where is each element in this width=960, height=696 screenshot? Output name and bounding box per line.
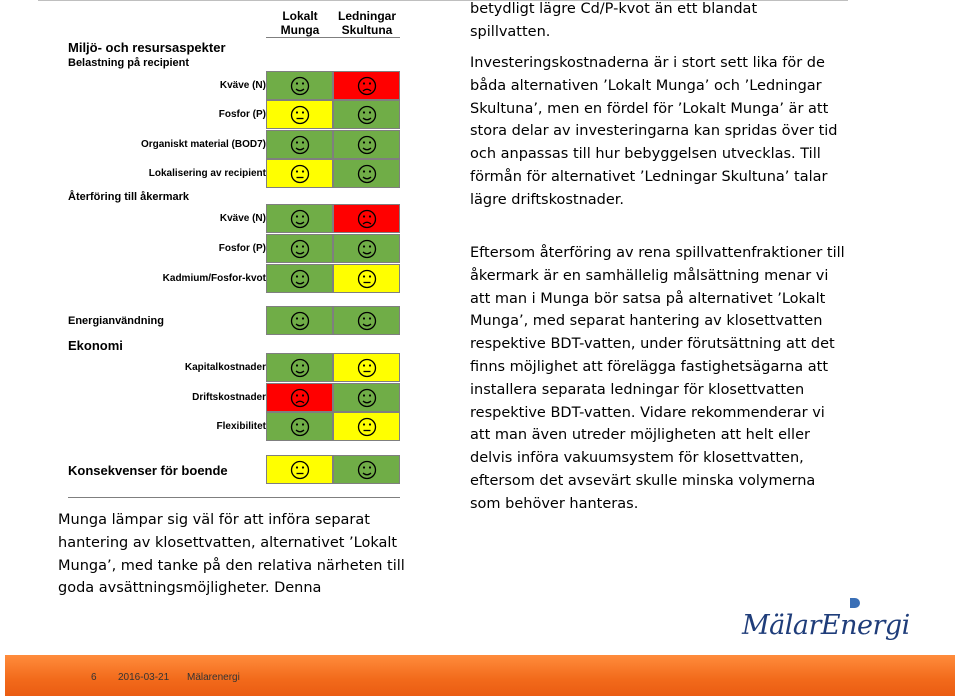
footer-org: Mälarenergi — [187, 672, 240, 683]
assessment-cell — [333, 100, 400, 129]
section-belastning: Belastning på recipient — [68, 57, 190, 69]
neutral-face-icon — [290, 460, 310, 480]
row-label: Kadmium/Fosfor-kvot — [162, 273, 266, 284]
sad-face-icon — [290, 388, 310, 408]
assessment-cell — [266, 455, 333, 484]
happy-face-icon — [357, 239, 377, 259]
happy-face-icon — [290, 269, 310, 289]
row-label: Kapitalkostnader — [184, 362, 266, 373]
row-label: Kväve (N) — [219, 213, 266, 224]
assessment-cell — [266, 71, 333, 100]
header-divider — [266, 37, 400, 38]
right-paragraph-1: Investeringskostnaderna är i stort sett lika för de båda alternativen ’Lokalt Munga’ och ’Ledningar Skultuna’, men en fördel för ’Lokalt Munga’ är att stora delar av investeringarna kan spridas över tid och anpassas till hur bebyggelsen utvecklas. Till förmån för alternativet ’Ledningar Skultuna’ talar lägre driftskostnader. — [470, 55, 838, 208]
happy-face-icon — [290, 417, 310, 437]
assessment-cell — [266, 412, 333, 441]
assessment-cell — [333, 130, 400, 159]
section-konsekvenser: Konsekvenser för boende — [68, 463, 228, 478]
table-bottom-divider — [68, 497, 400, 498]
happy-face-icon — [290, 135, 310, 155]
section-miljo: Miljö- och resursaspekter — [68, 40, 226, 55]
happy-face-icon — [357, 105, 377, 125]
section-aterforing: Återföring till åkermark — [68, 191, 190, 203]
assessment-cell — [333, 306, 400, 335]
assessment-cell — [266, 234, 333, 263]
assessment-cell — [266, 383, 333, 412]
row-label: Driftskostnader — [192, 392, 266, 403]
happy-face-icon — [357, 460, 377, 480]
assessment-cell — [333, 234, 400, 263]
assessment-cell — [333, 71, 400, 100]
assessment-cell — [266, 264, 333, 293]
row-label: Fosfor (P) — [218, 243, 266, 254]
happy-face-icon — [357, 388, 377, 408]
section-energi: Energianvändning — [68, 315, 164, 327]
happy-face-icon — [357, 135, 377, 155]
neutral-face-icon — [357, 358, 377, 378]
assessment-cell — [266, 159, 333, 188]
assessment-cell — [266, 100, 333, 129]
malarenergi-logo — [742, 598, 912, 650]
assessment-cell — [333, 264, 400, 293]
footer-bar — [5, 655, 955, 696]
left-paragraph: Munga lämpar sig väl för att införa separat hantering av klosettvatten, alternativet ’Lokalt Munga’, med tanke på den relativa närheten till goda avsättningsmöjligheter. Denna — [58, 512, 405, 597]
row-label: Organiskt material (BOD7) — [140, 139, 266, 150]
assessment-cell — [333, 412, 400, 441]
section-ekonomi: Ekonomi — [68, 338, 123, 353]
row-label: Lokalisering av recipient — [148, 168, 266, 179]
assessment-cell — [333, 353, 400, 382]
neutral-face-icon — [290, 105, 310, 125]
logo-mark-icon — [850, 598, 860, 608]
right-paragraph-0: betydligt lägre Cd/P-kvot än ett blandat spillvatten. — [470, 1, 758, 40]
logo-text: MälarEnergi — [742, 610, 910, 641]
neutral-face-icon — [357, 269, 377, 289]
row-label: Flexibilitet — [216, 421, 266, 432]
assessment-cell — [266, 204, 333, 233]
page-number: 6 — [91, 672, 97, 683]
assessment-cell — [266, 130, 333, 159]
assessment-cell — [333, 159, 400, 188]
sad-face-icon — [357, 76, 377, 96]
happy-face-icon — [290, 209, 310, 229]
row-label: Kväve (N) — [219, 80, 266, 91]
neutral-face-icon — [357, 417, 377, 437]
happy-face-icon — [290, 239, 310, 259]
happy-face-icon — [290, 311, 310, 331]
footer-date: 2016-03-21 — [118, 672, 170, 683]
assessment-cell — [333, 455, 400, 484]
row-label: Fosfor (P) — [218, 109, 266, 120]
neutral-face-icon — [290, 164, 310, 184]
assessment-cell — [333, 204, 400, 233]
sad-face-icon — [357, 209, 377, 229]
happy-face-icon — [357, 311, 377, 331]
right-paragraph-2: Eftersom återföring av rena spillvattenfraktioner till åkermark är en samhällelig målsättning menar vi att man i Munga bör satsa på alternativet ’Lokalt Munga’, med separat hantering av klosettvatten respektive BDT-vatten, under förutsättning att det finns möjlighet att förelägga fastighetsägarna att installera separata ledningar för klosettvatten respektive BDT-vatten. Vidare rekommenderar vi att man även utreder möjligheten att helt eller delvis införa vakuumsystem för klosettvatten, eftersom det avsevärt skulle minska volymerna som behöver hanteras. — [470, 245, 845, 512]
happy-face-icon — [290, 76, 310, 96]
assessment-cell — [266, 306, 333, 335]
happy-face-icon — [290, 358, 310, 378]
assessment-cell — [266, 353, 333, 382]
column-header-ledningar-skultuna: Ledningar Skultuna — [337, 9, 396, 37]
assessment-cell — [333, 383, 400, 412]
column-header-lokalt-munga: Lokalt Munga — [280, 9, 320, 37]
happy-face-icon — [357, 164, 377, 184]
